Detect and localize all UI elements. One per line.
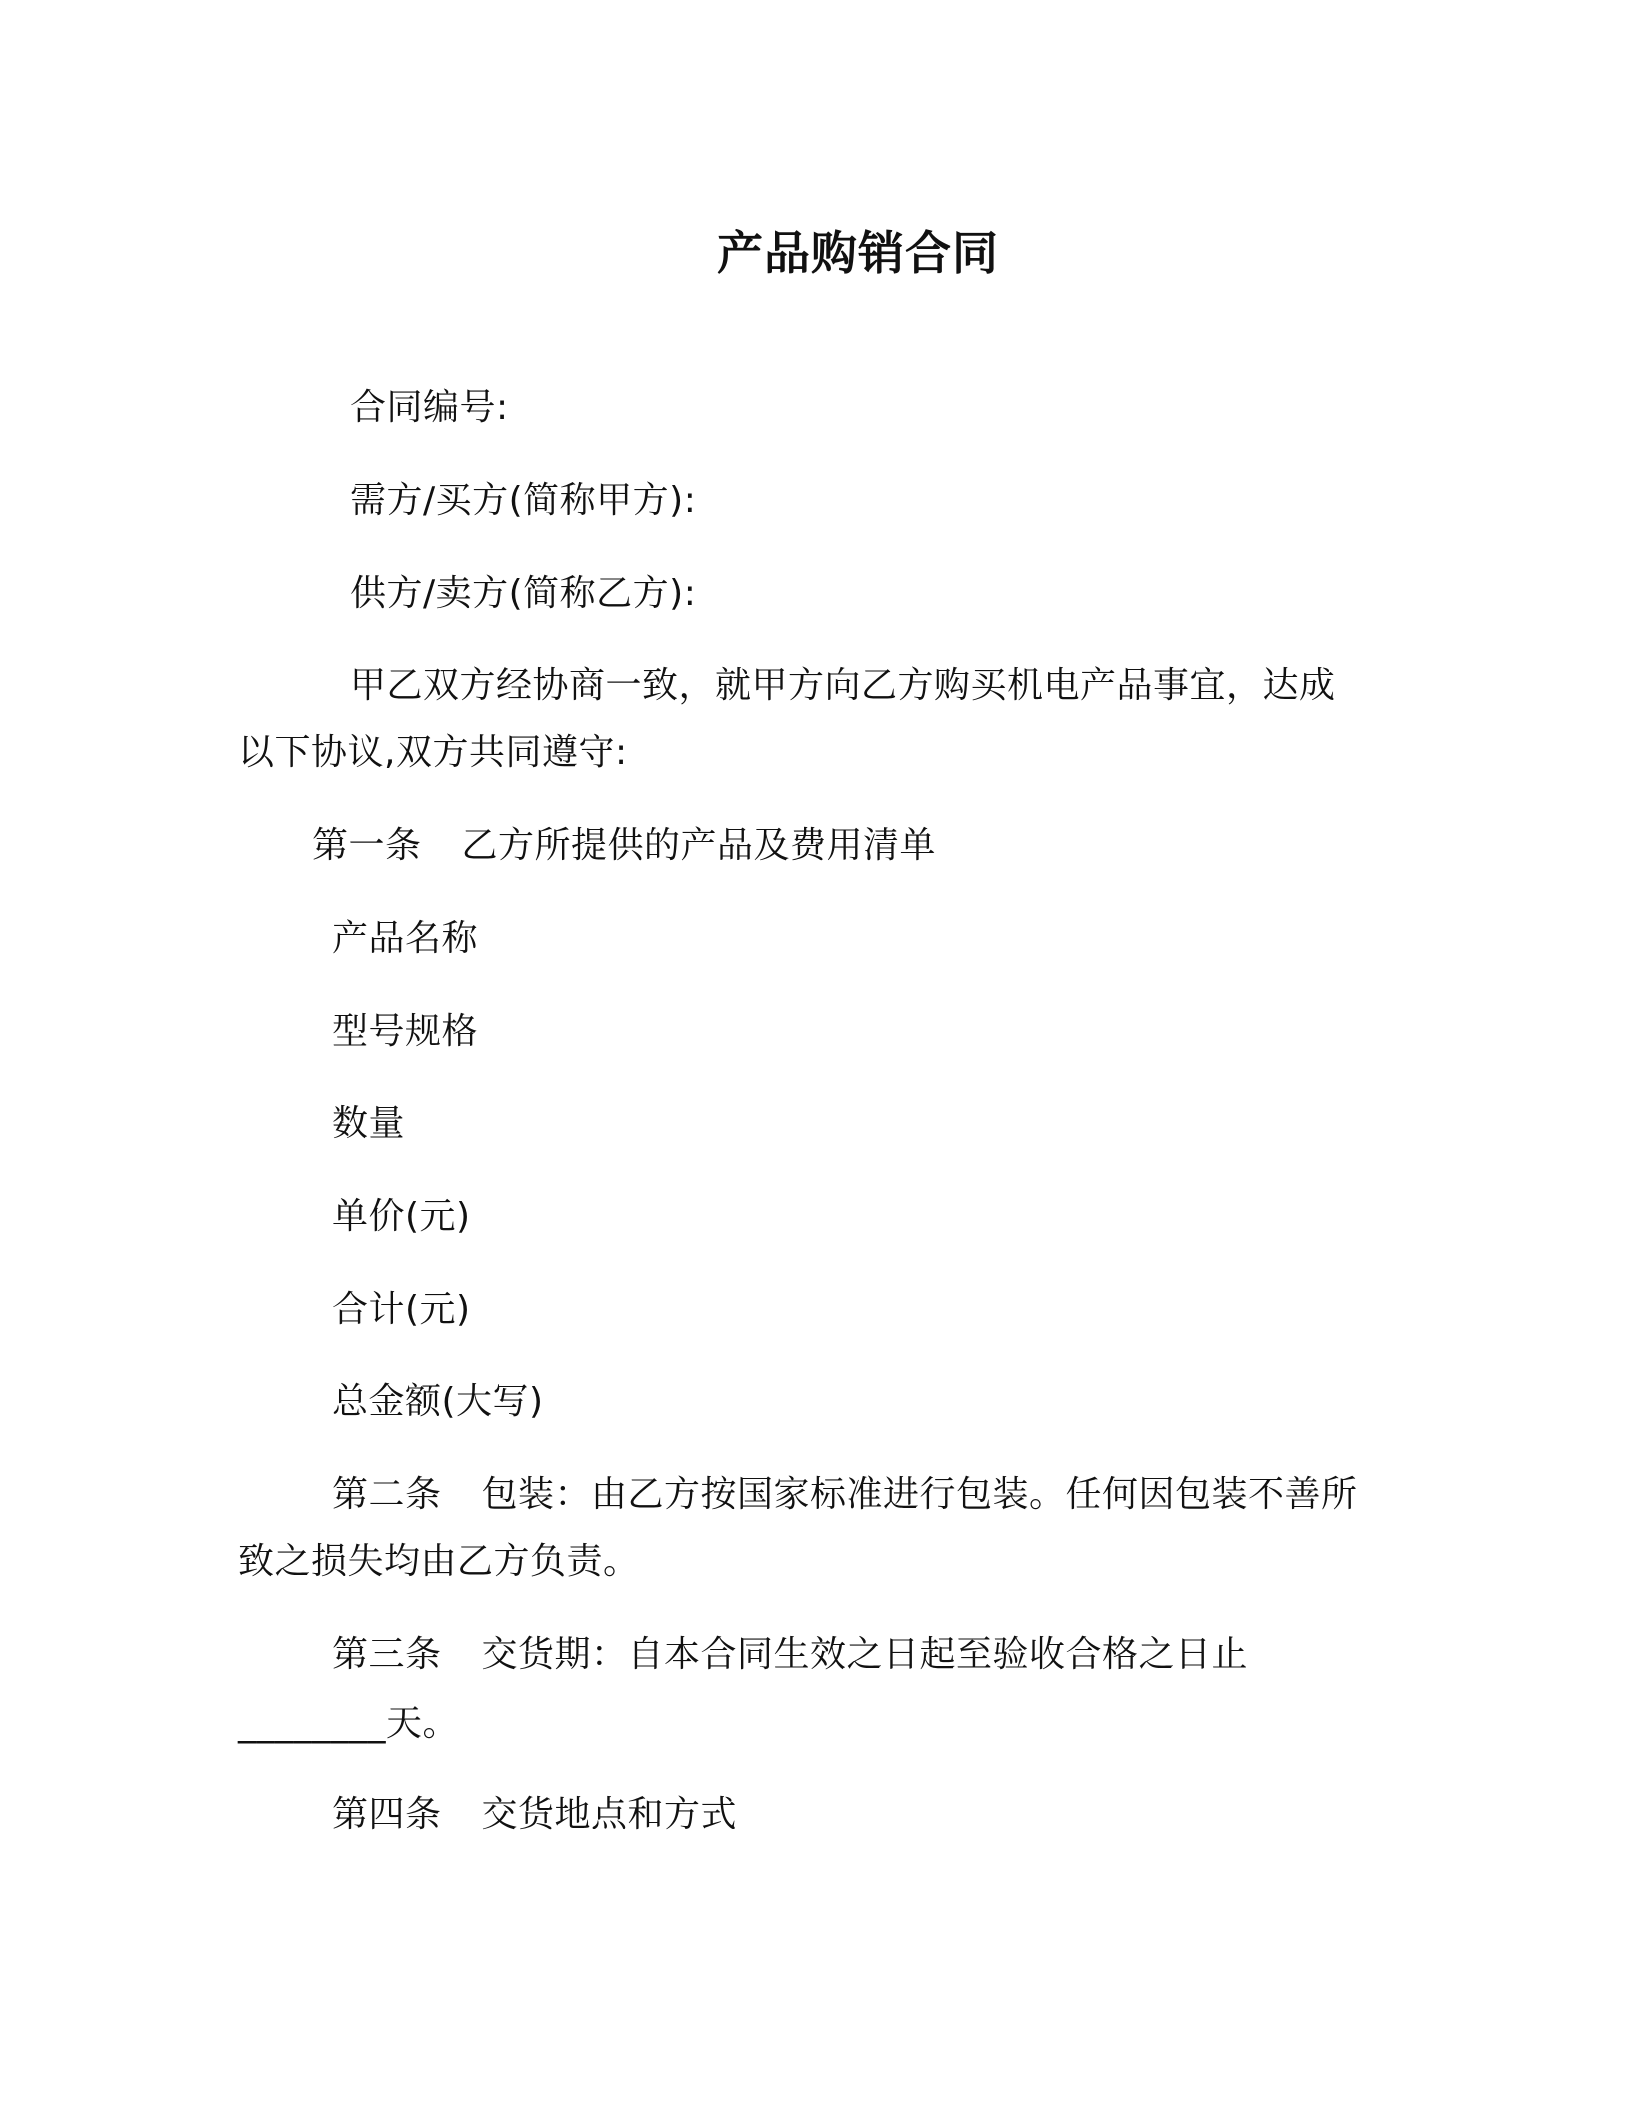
product-quantity-label: 数量 (332, 1103, 406, 1144)
intro-line-1: 甲乙双方经协商一致，就甲方向乙方购买机电产品事宜，达成 (350, 665, 1336, 706)
article-2-text: 包装：由乙方按国家标准进行包装。任何因包装不善所 (481, 1474, 1358, 1515)
article-3-text: 交货期：自本合同生效之日起至验收合格之日止 (481, 1634, 1249, 1675)
article-2-line-2: 致之损失均由乙方负责。 (238, 1541, 640, 1582)
article-1-number: 第一条 (312, 825, 422, 866)
document-title: 产品购销合同 (717, 226, 999, 280)
article-3-line-1 (332, 1633, 1248, 1677)
buyer-label: 需方/买方(简称甲方): (350, 480, 697, 521)
product-model-label: 型号规格 (332, 1011, 479, 1052)
article-2-number: 第二条 (332, 1474, 442, 1515)
article-1 (312, 824, 936, 868)
article-3-number: 第三条 (332, 1634, 442, 1675)
seller-label: 供方/卖方(简称乙方): (350, 573, 697, 614)
article-4-text: 交货地点和方式 (481, 1794, 738, 1835)
article-4-number: 第四条 (332, 1794, 442, 1835)
product-total-amount-label: 总金额(大写) (332, 1381, 544, 1422)
article-1-text: 乙方所提供的产品及费用清单 (461, 825, 937, 866)
article-4 (332, 1793, 737, 1837)
article-2-line-1 (332, 1473, 1358, 1517)
product-subtotal-label: 合计(元) (332, 1289, 471, 1330)
intro-line-2: 以下协议,双方共同遵守: (238, 732, 628, 773)
article-3-line-2: ________天。 (238, 1703, 460, 1744)
contract-number-label: 合同编号: (350, 387, 509, 428)
product-unit-price-label: 单价(元) (332, 1196, 471, 1237)
product-name-label: 产品名称 (332, 918, 479, 959)
